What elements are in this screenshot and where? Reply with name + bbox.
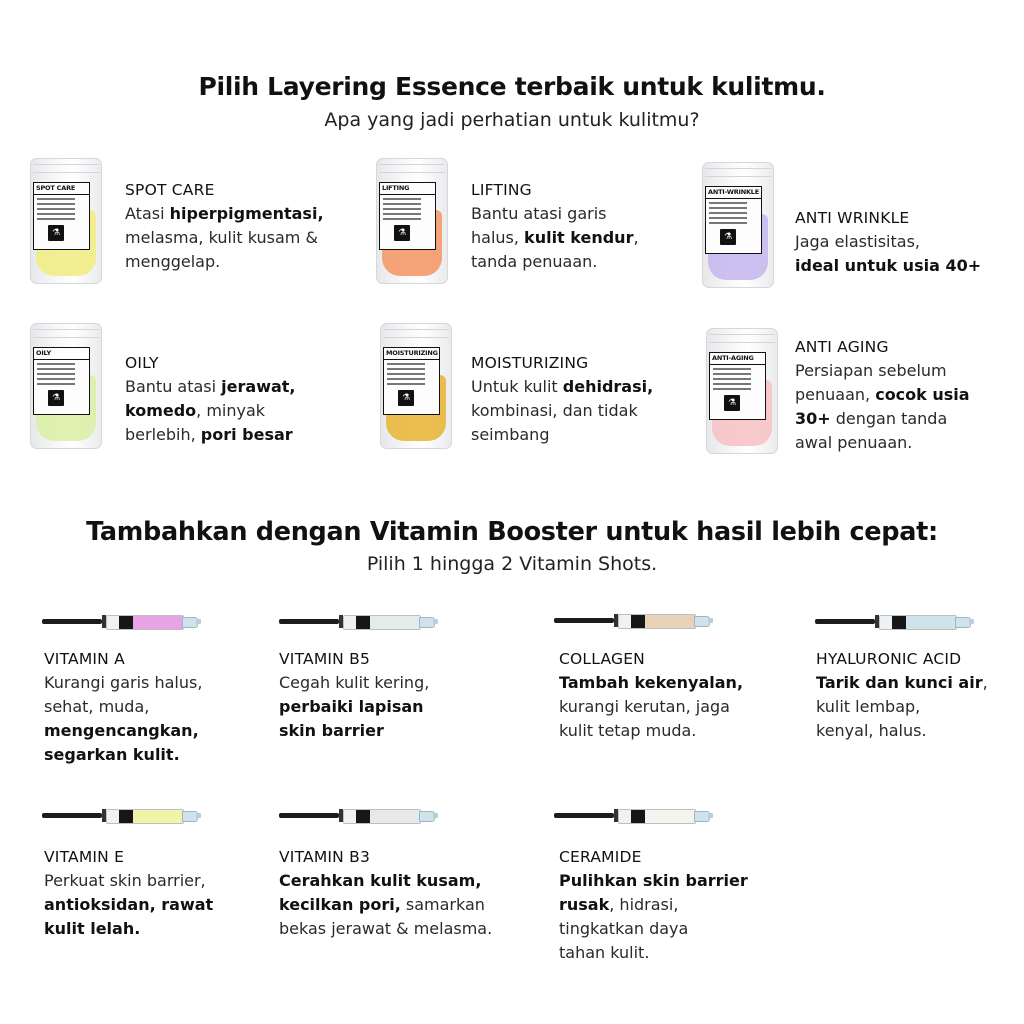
description-line <box>471 375 653 399</box>
description-line <box>471 202 639 226</box>
pouch-label-name: MOISTURIZING <box>386 349 438 357</box>
essence-title: ANTI WRINKLE <box>795 209 910 227</box>
syringe-fill <box>645 810 695 823</box>
essence-description <box>471 202 639 274</box>
highlight-text: kulit kendur <box>524 228 634 247</box>
vitamin-title: VITAMIN A <box>44 650 125 668</box>
vitamin-title: COLLAGEN <box>559 650 645 668</box>
description-line <box>795 383 970 407</box>
vitamin-syringe-image <box>279 612 439 630</box>
essence-pouch-image <box>376 158 448 284</box>
syringe-fill <box>645 615 695 628</box>
highlight-text: komedo <box>125 401 197 420</box>
description-text: Bantu atasi <box>125 377 222 396</box>
page-title: Pilih Layering Essence terbaik untuk kulitmu. <box>198 72 826 101</box>
description-text: Kurangi garis halus, <box>44 673 203 692</box>
pouch-seal <box>33 164 99 173</box>
pouch-label <box>33 182 90 250</box>
syringe-label <box>631 615 645 628</box>
essence-title: SPOT CARE <box>125 181 215 199</box>
description-line <box>279 869 492 893</box>
essence-pouch-image <box>380 323 452 449</box>
pouch-label-lines <box>37 363 75 388</box>
vitamin-description <box>279 671 429 743</box>
pouch-label-lines <box>37 198 75 223</box>
highlight-text: Pulihkan skin barrier <box>559 871 748 890</box>
syringe-fill <box>370 616 420 629</box>
pouch-label-line <box>37 208 75 210</box>
description-text: , <box>633 228 639 247</box>
essence-pouch-image <box>30 158 102 284</box>
description-line <box>125 202 324 226</box>
vitamin-syringe-image <box>815 612 975 630</box>
pouch-label-line <box>713 388 751 390</box>
pouch-label-rule <box>34 359 89 360</box>
pouch-label-rule <box>710 364 765 365</box>
highlight-text: segarkan kulit. <box>44 745 180 764</box>
syringe-plunger <box>554 618 614 623</box>
description-line <box>44 743 202 767</box>
syringe-label <box>119 810 133 823</box>
highlight-text: ideal untuk usia 40+ <box>795 256 982 275</box>
pouch-label-lines <box>713 368 751 393</box>
description-text: berlebih, <box>125 425 201 444</box>
pouch-label-lines <box>709 202 747 227</box>
pouch-label-line <box>387 378 425 380</box>
pouch-label-line <box>709 222 747 224</box>
pouch-seal <box>379 164 445 173</box>
description-line <box>44 671 202 695</box>
highlight-text: 30+ <box>795 409 831 428</box>
vitamin-syringe-image <box>42 612 202 630</box>
vitamin-title: VITAMIN B5 <box>279 650 371 668</box>
highlight-text: kecilkan pori, <box>279 895 401 914</box>
essence-description <box>795 230 981 278</box>
pouch-label-line <box>713 368 751 370</box>
description-text: bekas jerawat & melasma. <box>279 919 493 938</box>
pouch-label-line <box>37 213 75 215</box>
description-line <box>44 695 202 719</box>
booster-title: Tambahkan dengan Vitamin Booster untuk hasil lebih cepat: <box>86 517 938 547</box>
description-text: , minyak <box>196 401 266 420</box>
description-text: penuaan, <box>795 385 876 404</box>
description-line <box>471 226 639 250</box>
syringe-label <box>631 810 645 823</box>
description-text: awal penuaan. <box>795 433 913 452</box>
description-line <box>125 399 296 423</box>
flask-icon: ⚗ <box>398 390 414 406</box>
pouch-label-line <box>709 202 747 204</box>
syringe-cap <box>969 619 974 624</box>
pouch-label-line <box>387 368 425 370</box>
vitamin-title: VITAMIN E <box>44 848 125 866</box>
highlight-text: mengencangkan, <box>44 721 199 740</box>
vitamin-description <box>279 869 492 941</box>
description-text: sehat, muda, <box>44 697 150 716</box>
description-line <box>559 893 748 917</box>
description-line <box>44 869 213 893</box>
description-text: kurangi kerutan, jaga <box>559 697 730 716</box>
flask-icon: ⚗ <box>48 390 64 406</box>
description-line <box>471 399 653 423</box>
vitamin-syringe-image <box>279 806 439 824</box>
description-text: kulit tetap muda. <box>559 721 697 740</box>
pouch-label-line <box>713 378 751 380</box>
pouch-label <box>379 182 436 250</box>
description-line <box>795 230 981 254</box>
description-text: Jaga elastisitas, <box>795 232 920 251</box>
pouch-label <box>383 347 440 415</box>
syringe-plunger <box>554 813 614 818</box>
description-text: halus, <box>471 228 525 247</box>
highlight-text: cocok usia <box>875 385 970 404</box>
pouch-label-line <box>37 218 75 220</box>
highlight-text: antioksidan, rawat <box>44 895 214 914</box>
highlight-text: skin barrier <box>279 721 384 740</box>
description-text: Untuk kulit <box>471 377 563 396</box>
vitamin-syringe-image <box>554 806 714 824</box>
essence-title: MOISTURIZING <box>471 354 589 372</box>
syringe-label <box>892 616 906 629</box>
syringe-barrel <box>343 809 421 824</box>
vitamin-syringe-image <box>42 806 202 824</box>
pouch-label-line <box>387 373 425 375</box>
pouch-label-line <box>387 363 425 365</box>
syringe-cap <box>196 813 201 818</box>
description-line <box>471 423 653 447</box>
description-line <box>279 893 492 917</box>
description-line <box>44 917 213 941</box>
pouch-label-line <box>37 203 75 205</box>
essence-description <box>125 375 296 447</box>
description-text: melasma, kulit kusam & <box>125 228 318 247</box>
pouch-label-name: OILY <box>36 349 51 357</box>
vitamin-title: CERAMIDE <box>559 848 642 866</box>
highlight-text: jerawat, <box>221 377 296 396</box>
essence-description <box>125 202 324 274</box>
pouch-label-lines <box>383 198 421 223</box>
syringe-plunger <box>42 813 102 818</box>
highlight-text: rusak <box>559 895 610 914</box>
pouch-seal <box>705 168 771 177</box>
pouch-label-line <box>713 373 751 375</box>
syringe-barrel <box>106 615 184 630</box>
pouch-label-line <box>383 218 421 220</box>
essence-title: OILY <box>125 354 159 372</box>
description-line <box>816 695 988 719</box>
pouch-label-lines <box>387 363 425 388</box>
description-line <box>559 719 743 743</box>
pouch-label-name: SPOT CARE <box>36 184 76 192</box>
description-text: Persiapan sebelum <box>795 361 947 380</box>
essence-title: LIFTING <box>471 181 532 199</box>
description-text: samarkan <box>400 895 485 914</box>
syringe-label <box>356 616 370 629</box>
description-line <box>279 695 429 719</box>
essence-pouch-image <box>706 328 778 454</box>
syringe-barrel <box>343 615 421 630</box>
pouch-seal <box>383 329 449 338</box>
pouch-label-line <box>709 217 747 219</box>
pouch-label-line <box>37 383 75 385</box>
description-line <box>795 431 970 455</box>
description-line <box>795 407 970 431</box>
syringe-fill <box>133 810 183 823</box>
essence-pouch-image <box>702 162 774 288</box>
description-text: dengan tanda <box>830 409 948 428</box>
pouch-label-name: ANTI-AGING <box>712 354 754 362</box>
syringe-barrel <box>106 809 184 824</box>
vitamin-description <box>559 869 748 965</box>
vitamin-title: VITAMIN B3 <box>279 848 371 866</box>
highlight-text: dehidrasi, <box>562 377 654 396</box>
syringe-cap <box>433 619 438 624</box>
description-line <box>125 423 296 447</box>
highlight-text: hiperpigmentasi, <box>169 204 324 223</box>
description-line <box>125 375 296 399</box>
pouch-label-rule <box>384 359 439 360</box>
description-line <box>795 359 970 383</box>
description-line <box>279 917 492 941</box>
description-line <box>125 226 324 250</box>
essence-title: ANTI AGING <box>795 338 889 356</box>
essence-description <box>471 375 653 447</box>
pouch-label-line <box>37 363 75 365</box>
description-text: , hidrasi, <box>609 895 679 914</box>
syringe-cap <box>196 619 201 624</box>
flask-icon: ⚗ <box>48 225 64 241</box>
description-text: Cegah kulit kering, <box>279 673 430 692</box>
pouch-label-line <box>383 203 421 205</box>
pouch-label-line <box>37 198 75 200</box>
syringe-cap <box>433 813 438 818</box>
description-text: , <box>982 673 988 692</box>
description-text: Perkuat skin barrier, <box>44 871 206 890</box>
pouch-label-rule <box>706 198 761 199</box>
description-line <box>279 671 429 695</box>
highlight-text: Tambah kekenyalan, <box>559 673 744 692</box>
highlight-text: pori besar <box>200 425 293 444</box>
vitamin-syringe-image <box>554 611 714 629</box>
pouch-label-line <box>37 373 75 375</box>
syringe-plunger <box>42 619 102 624</box>
description-text: seimbang <box>471 425 550 444</box>
description-text: kenyal, halus. <box>816 721 927 740</box>
pouch-label <box>709 352 766 420</box>
pouch-label-line <box>713 383 751 385</box>
description-line <box>559 695 743 719</box>
syringe-plunger <box>815 619 875 624</box>
description-line <box>559 671 743 695</box>
pouch-label-line <box>709 212 747 214</box>
description-text: tahan kulit. <box>559 943 650 962</box>
description-line <box>559 917 748 941</box>
syringe-label <box>356 810 370 823</box>
pouch-seal <box>709 334 775 343</box>
pouch-label-rule <box>380 194 435 195</box>
description-line <box>795 254 981 278</box>
flask-icon: ⚗ <box>724 395 740 411</box>
highlight-text: Tarik dan kunci air <box>816 673 983 692</box>
vitamin-description <box>44 869 213 941</box>
highlight-text: Cerahkan kulit kusam, <box>279 871 482 890</box>
syringe-cap <box>708 813 713 818</box>
pouch-label-rule <box>34 194 89 195</box>
vitamin-description <box>559 671 743 743</box>
page-subtitle: Apa yang jadi perhatian untuk kulitmu? <box>324 109 700 131</box>
pouch-label <box>33 347 90 415</box>
syringe-barrel <box>618 614 696 629</box>
description-text: menggelap. <box>125 252 221 271</box>
flask-icon: ⚗ <box>394 225 410 241</box>
description-line <box>816 719 988 743</box>
vitamin-description <box>44 671 202 767</box>
description-line <box>44 719 202 743</box>
syringe-fill <box>133 616 183 629</box>
description-text: kombinasi, dan tidak <box>471 401 638 420</box>
description-line <box>125 250 324 274</box>
pouch-label-line <box>37 378 75 380</box>
pouch-label-line <box>383 213 421 215</box>
description-text: kulit lembap, <box>816 697 921 716</box>
description-text: tanda penuaan. <box>471 252 598 271</box>
pouch-label-line <box>37 368 75 370</box>
syringe-barrel <box>618 809 696 824</box>
syringe-cap <box>708 618 713 623</box>
essence-description <box>795 359 970 455</box>
description-line <box>559 941 748 965</box>
description-line <box>559 869 748 893</box>
description-text: tingkatkan daya <box>559 919 689 938</box>
highlight-text: kulit lelah. <box>44 919 141 938</box>
flask-icon: ⚗ <box>720 229 736 245</box>
pouch-label-line <box>387 383 425 385</box>
syringe-fill <box>370 810 420 823</box>
description-line <box>44 893 213 917</box>
pouch-label-line <box>383 198 421 200</box>
syringe-plunger <box>279 619 339 624</box>
pouch-label-name: LIFTING <box>382 184 410 192</box>
pouch-label-line <box>709 207 747 209</box>
booster-subtitle: Pilih 1 hingga 2 Vitamin Shots. <box>366 553 658 575</box>
description-text: Atasi <box>125 204 170 223</box>
pouch-label <box>705 186 762 254</box>
highlight-text: perbaiki lapisan <box>279 697 424 716</box>
description-line <box>471 250 639 274</box>
essence-pouch-image <box>30 323 102 449</box>
syringe-label <box>119 616 133 629</box>
syringe-fill <box>906 616 956 629</box>
description-text: Bantu atasi garis <box>471 204 607 223</box>
syringe-plunger <box>279 813 339 818</box>
pouch-seal <box>33 329 99 338</box>
vitamin-description <box>816 671 988 743</box>
pouch-label-name: ANTI-WRINKLE <box>708 188 759 196</box>
syringe-barrel <box>879 615 957 630</box>
pouch-label-line <box>383 208 421 210</box>
description-line <box>816 671 988 695</box>
vitamin-title: HYALURONIC ACID <box>816 650 962 668</box>
description-line <box>279 719 429 743</box>
